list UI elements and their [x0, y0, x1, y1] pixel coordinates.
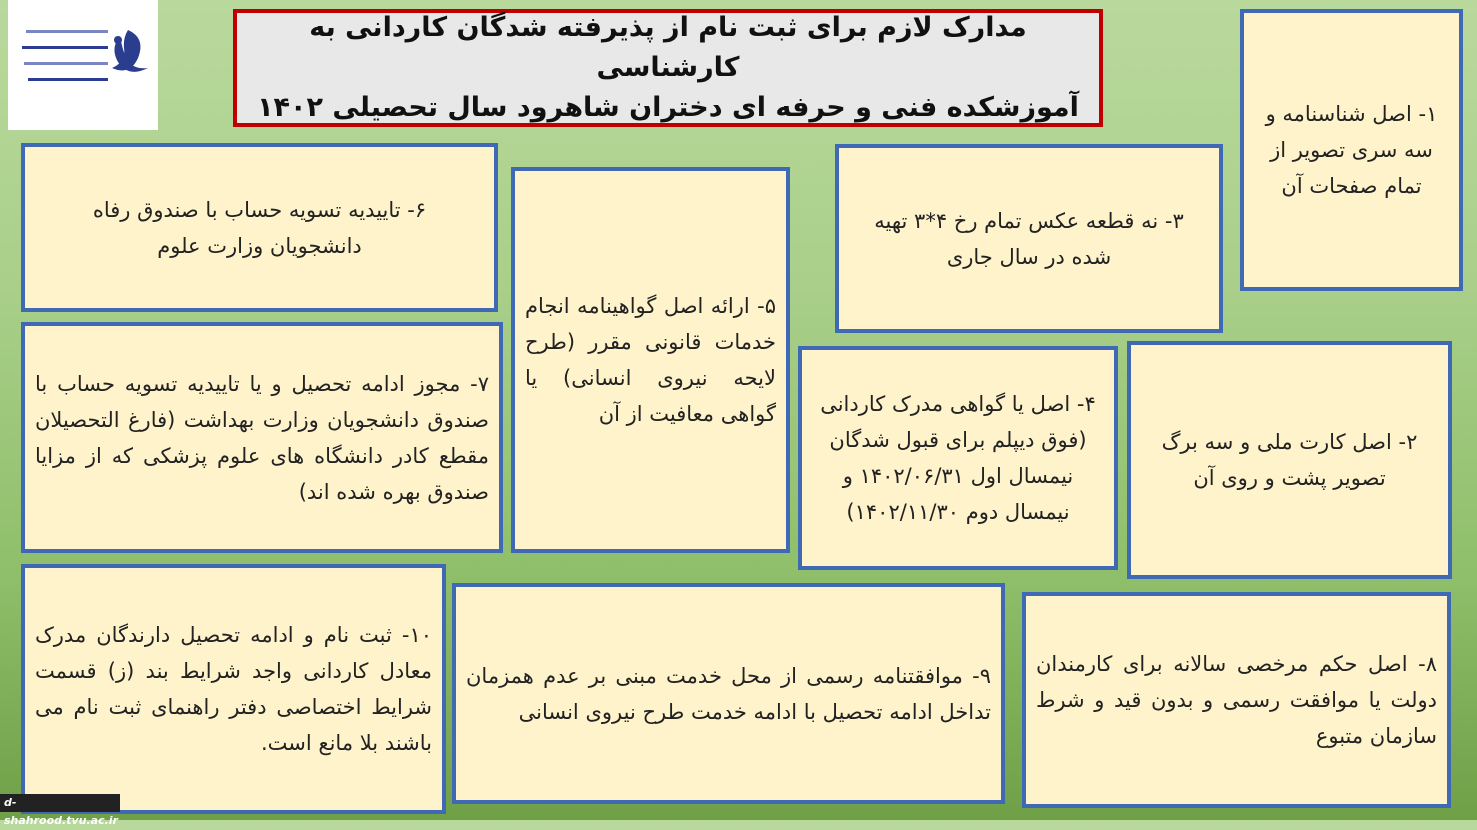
requirement-card-2: [1127, 341, 1452, 579]
title-line-1: مدارک لازم برای ثبت نام از پذیرفته شدگان کاردانی به کارشناسی: [309, 12, 1027, 83]
site-watermark: d-shahrood.tvu.ac.ir: [0, 794, 120, 812]
requirement-text-7: ۷- مجوز ادامه تحصیل و یا تاییدیه تسویه حساب با صندوق دانشجویان وزارت بهداشت (فارغ التحصیلان مقطع کادر دانشگاه های علوم پزشکی که از مزایا صندوق بهره شده اند): [35, 371, 489, 504]
requirement-text-2: ۲- اصل کارت ملی و سه برگ تصویر پشت و روی آن: [1161, 430, 1418, 490]
title-line-2: آموزشکده فنی و حرفه ای دختران شاهرود سال تحصیلی ۱۴۰۲: [257, 92, 1079, 123]
page-title: [237, 8, 1099, 128]
requirement-card-9: [452, 583, 1005, 804]
requirement-card-1: [1240, 9, 1463, 291]
requirement-card-8: [1022, 592, 1451, 808]
page-title-box: [233, 9, 1103, 127]
requirement-text-3: ۳- نه قطعه عکس تمام رخ ۴*۳ تهیه شده در سال جاری: [874, 208, 1184, 269]
requirement-text-1: ۱- اصل شناسنامه و سه سری تصویر از تمام صفحات آن: [1265, 102, 1438, 198]
requirement-card-5: [511, 167, 790, 553]
requirement-text-6: ۶- تاییدیه تسویه حساب با صندوق رفاه دانشجویان وزارت علوم: [92, 197, 427, 258]
requirement-card-6: [21, 143, 498, 312]
logo-emblem-icon: [8, 0, 158, 130]
requirement-text-10: ۱۰- ثبت نام و ادامه تحصیل دارندگان مدرک معادل کاردانی واجد شرایط بند (ز) قسمت شرایط اختصاصی دفتر راهنمای ثبت نام می باشند بلا مانع است.: [35, 623, 432, 755]
requirement-card-3: [835, 144, 1223, 333]
requirement-text-5: ۵- ارائه اصل گواهینامه انجام خدمات قانونی مقرر (طرح لایحه نیروی انسانی) یا گواهی معافیت از آن: [525, 294, 776, 426]
requirement-card-10: [21, 564, 446, 814]
requirement-text-4: ۴- اصل یا گواهی مدرک کاردانی (فوق دیپلم برای قبول شدگان نیمسال اول ۱۴۰۲/۰۶/۳۱ و نیمسال دوم ۱۴۰۲/۱۱/۳۰): [820, 392, 1096, 524]
requirement-card-4: [798, 346, 1118, 570]
requirement-text-8: ۸- اصل حکم مرخصی سالانه برای کارمندان دولت یا موافقت رسمی و بدون قید و شرط سازمان متبوع: [1036, 652, 1437, 748]
institution-logo: [8, 0, 158, 130]
requirement-card-7: [21, 322, 503, 553]
requirement-text-9: ۹- موافقتنامه رسمی از محل خدمت مبنی بر عدم همزمان تداخل ادامه تحصیل با ادامه خدمت طرح نیروی انسانی: [466, 663, 991, 724]
